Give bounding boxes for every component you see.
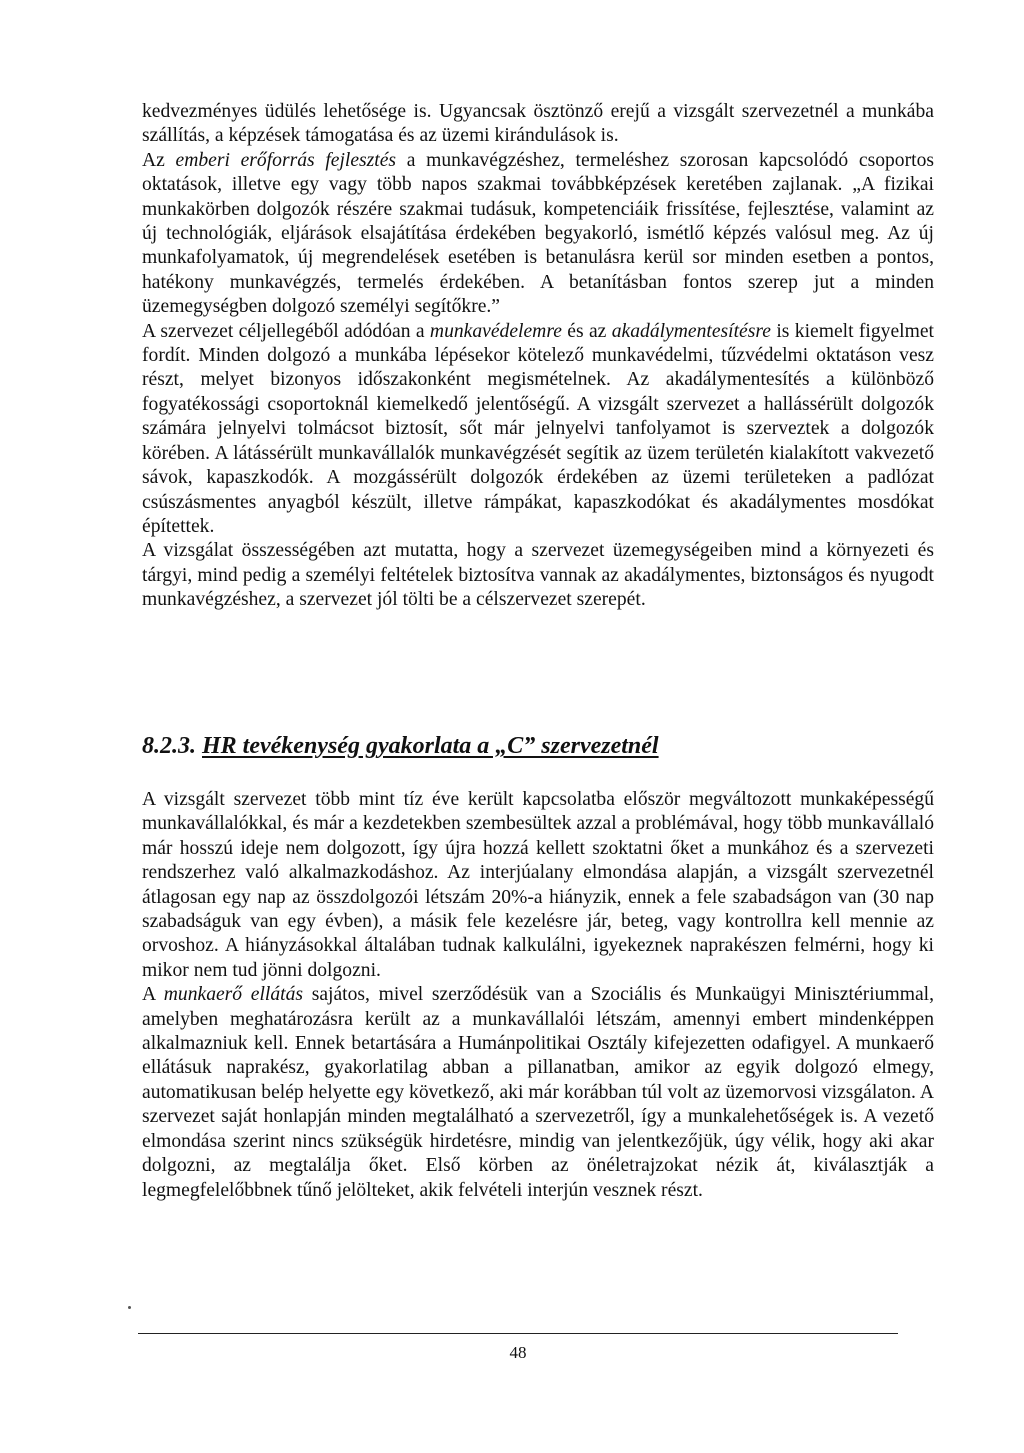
stray-dot	[128, 1306, 131, 1309]
paragraph-text: A szervezet céljellegéből adódóan a	[142, 320, 430, 342]
paragraph-text: sajátos, mivel szerződésük van a Szociális és Munkaügyi Minisztériummal, amelyben meghatározásra került az a munkavállalói létszám, amennyi embert mindenképpen alkalmazniuk kell. Ennek betartására a Humánpolitikai Osztály kifejezetten odafigyel. A munkaerő ellátásuk naprakész, gyakorlatilag abban a pillanatban, amikor az egyik dolgozó elmegy, automatikusan belép helyette egy következő, aki már korábban túl volt az üzemorvosi vizsgálaton. A szervezet saját honlapján minden megtalálható a szervezetről, így a munkalehetőségek is. A vezető elmondása szerint nincs szükségük hirdetésre, mindig van jelentkezőjük, úgy vélik, hogy aki akar dolgozni, az megtalálja őket. Első körben az önéletrajzokat nézik át, kiválasztják a legmegfelelőbbnek tűnő jelölteket, akik felvételi interjún vesznek részt.	[142, 984, 934, 1201]
emphasis-term: emberi erőforrás fejlesztés	[175, 149, 397, 171]
paragraph-text: is kiemelt figyelmet fordít. Minden dolgozó a munkába lépésekor kötelező munkavédelmi, tűzvédelmi oktatáson vesz részt, melyet bizonyos időszakonként megismételnek. Az akadálymentesítés a különböző fogyatékossági csoportoknál kiemelkedő jelentőségű. A vizsgált szervezet a hallássérült dolgozók számára jelnyelvi tolmácsot biztosít, sőt már jelnyelvi tanfolyamot is szerveztek a dolgozók körében. A látássérült munkavállalók munkavégzését segítik az üzem területén kialakított vakvezető sávok, kapaszkodók. A mozgássérült dolgozók érdekében az üzemi területeken a padlózat csúszásmentes anyagból készült, illetve rámpákat, kapaszkodókat és akadálymentes mosdókat építettek.	[142, 320, 934, 537]
page-number: 48	[509, 1343, 527, 1362]
paragraph-workforce-supply	[142, 983, 934, 1203]
section-heading	[142, 733, 934, 760]
paragraph-hr-development	[142, 149, 934, 320]
paragraph-benefits: kedvezményes üdülés lehetősége is. Ugyancsak ösztönző erejű a vizsgált szervezetnél a munkába szállítás, a képzések támogatása és az üzemi kirándulások is.	[142, 101, 934, 147]
paragraph-text: Az	[142, 149, 176, 171]
paragraph-safety-accessibility	[142, 320, 934, 540]
body-text-top	[142, 100, 934, 613]
emphasis-term: munkavédelemre	[429, 320, 562, 342]
emphasis-term: akadálymentesítésre	[611, 320, 771, 342]
paragraph-text: A	[142, 984, 164, 1006]
section-title: HR tevékenység gyakorlata a „C” szervezetnél	[202, 733, 659, 759]
footer-divider	[138, 1333, 898, 1334]
section-number: 8.2.3.	[142, 733, 196, 759]
body-text-bottom	[142, 788, 934, 1203]
paragraph-text: és az	[561, 320, 612, 342]
paragraph-history: A vizsgált szervezet több mint tíz éve került kapcsolatba először megváltozott munkaképességű munkavállalókkal, és már a kezdetekben szembesültek azzal a problémával, hogy több munkavállaló már hosszú ideje nem dolgozott, így újra hozzá kellett szoktatni őket a munkához és a szervezeti rendszerhez való alkalmazkodáshoz. Az interjúalany elmondása alapján, a vizsgált szervezetnél átlagosan egy nap az összdolgozói létszám 20%-a hiányzik, ennek a fele szabadságon van (30 nap szabadságuk van egy évben), a másik fele kezelésre jár, beteg, vagy kontrollra kell mennie az orvoshoz. A hiányzásokkal általában tudnak kalkulálni, igyekeznek naprakészen felmérni, hogy ki mikor nem tud jönni dolgozni.	[142, 789, 934, 981]
paragraph-conclusion: A vizsgálat összességében azt mutatta, hogy a szervezet üzemegységeiben mind a környezeti és tárgyi, mind pedig a személyi feltételek biztosítva vannak az akadálymentes, biztonságos és nyugodt munkavégzéshez, a szervezet jól tölti be a célszervezet szerepét.	[142, 540, 934, 611]
paragraph-text: a munkavégzéshez, termeléshez szorosan kapcsolódó csoportos oktatások, illetve egy vagy több napos szakmai továbbképzések keretében zajlanak. „A fizikai munkakörben dolgozók részére szakmai tudásuk, kompetenciáik frissítése, fejlesztése, valamint az új technológiák, eljárások elsajátítása érdekében begyakorló, ismétlő képzés valósul meg. Az új munkafolyamatok, új megrendelések esetében is betanulásra kerül sor minden esetben a pontos, hatékony munkavégzés, termelés érdekében. A betanításban fontos szerep jut a minden üzemegységben dolgozó személyi segítőkre.”	[142, 149, 934, 318]
emphasis-term: munkaerő ellátás	[163, 984, 304, 1006]
